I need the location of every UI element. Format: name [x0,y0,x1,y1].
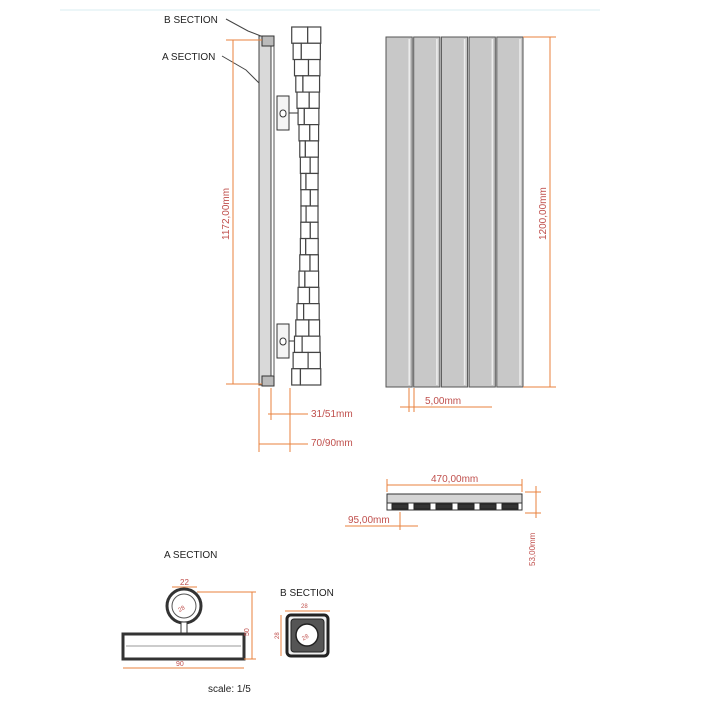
scale-label: scale: 1/5 [208,684,251,695]
brick [297,92,309,108]
front-view [386,37,556,412]
brick [299,125,310,141]
brick [300,157,310,173]
brick [305,141,318,157]
brick [306,173,318,189]
b-section-detail [275,588,334,656]
brick [301,206,306,222]
top-view [345,474,541,566]
top-depth-dimension: 53,00mm [528,532,537,566]
brick [300,255,310,271]
brick [304,108,319,124]
top-width-dimension: 470,00mm [431,474,479,485]
brick [308,352,320,368]
brick [301,43,320,59]
brick [292,27,308,43]
a-section-pipe-label: 28 [177,605,187,614]
a-section-title: A SECTION [164,550,218,561]
top-view-tube [480,504,496,509]
b-width-dimension: 28 [301,604,308,610]
brick [310,157,318,173]
brick [296,320,309,336]
brick [294,60,308,76]
brick [299,271,305,287]
brick [304,304,320,320]
brick [306,239,318,255]
brick [298,108,304,124]
brick [301,173,306,189]
top-view-tube [414,504,430,509]
top-view-tube [392,504,408,509]
brick [310,287,319,303]
front-panel-column [414,37,440,387]
a-section-leader [222,56,262,86]
brick [302,336,320,352]
front-panels [386,37,523,387]
top-view-tube [502,504,518,509]
brick [305,271,319,287]
radiator-side-profile [259,36,271,385]
b-section-label: B SECTION [164,15,218,26]
brick [301,222,311,238]
brick [308,27,321,43]
a-section-panel-profile [123,634,244,659]
brick [310,255,318,271]
brick [294,336,302,352]
gap-dimension: 5,00mm [425,396,462,407]
a-section-label: A SECTION [162,52,216,63]
b-section-leader [226,19,266,38]
top-view-panel [387,494,522,503]
brick [309,92,319,108]
side-height-dimension: 1172,00mm [221,187,232,240]
top-view-tube [436,504,452,509]
front-panel-column [441,37,467,387]
b-section-title: B SECTION [280,588,334,599]
brick [292,369,301,385]
brick [293,43,301,59]
top-bracket-slot [280,110,286,117]
brick [300,369,320,385]
brick [310,125,319,141]
brick [298,287,309,303]
brick [310,222,318,238]
a-height-dimension: 50 [244,628,251,636]
front-height-dimension: 1200,00mm [538,187,549,240]
a-section-detail [123,550,256,668]
pipe-offset-dimension: 95,00mm [348,515,390,526]
a-pipe-dimension: 22 [180,578,189,587]
top-header-pipe [262,36,274,46]
brick [300,239,305,255]
offset-large-dimension: 70/90mm [311,438,353,449]
front-panel-column [469,37,495,387]
brick [297,304,304,320]
a-section-pipe-inner [172,594,196,618]
bottom-header-pipe [262,376,274,386]
offset-small-dimension: 31/51mm [311,409,353,420]
brick [296,76,303,92]
a-section-stem [181,622,187,634]
brick [300,141,306,157]
top-view-tube [458,504,474,509]
front-panel-column [386,37,412,387]
brick-wall [292,27,321,385]
a-width-dimension: 90 [176,661,184,668]
brick [308,60,319,76]
brick [309,320,320,336]
brick [293,352,308,368]
brick [301,190,310,206]
b-section-bore-label: 28 [301,633,311,643]
brick [306,206,318,222]
bottom-bracket-slot [280,338,286,345]
side-view [162,15,353,452]
b-height-dimension: 28 [275,632,281,639]
front-panel-column [497,37,523,387]
brick [303,76,320,92]
brick [310,190,318,206]
